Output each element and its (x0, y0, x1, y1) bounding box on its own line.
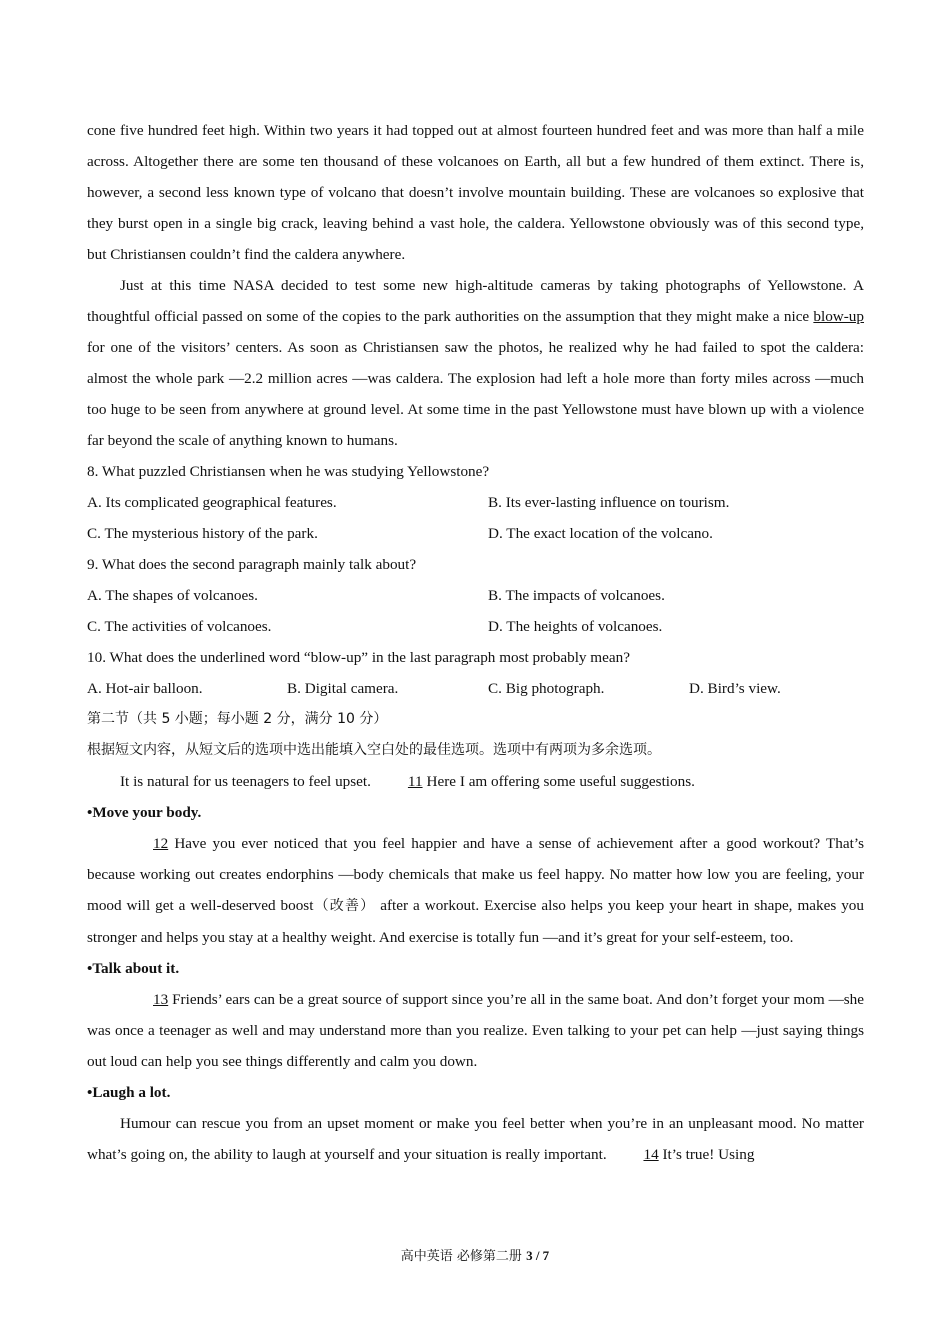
question-9-option-a: A. The shapes of volcanoes. (87, 587, 258, 604)
chinese-gloss: （改善） (313, 898, 376, 914)
passage-paragraph-1-text: cone five hundred feet high. Within two years it had topped out at almost fourteen hundred feet and was more than half a mile across. Altogether there are some ten thousand of these volcanoes on Earth, all but a few hundred of them extinct. There is, however, a second less known type of volcano that doesn’t involve mountain building. These are volcanoes so explosive that they burst open in a single big crack, leaving behind a vast hole, the caldera. Yellowstone obviously was of this second type, but Christiansen couldn’t find the caldera anywhere. (87, 122, 864, 263)
blank-13[interactable]: 13 (153, 991, 169, 1008)
passage-paragraph-2-text-b: for one of the visitors’ centers. As soon as Christiansen saw the photos, he realized why he had failed to spot the caldera: almost the whole park —2.2 million acres —was caldera. The explosion had left a hole more than forty miles across —much too huge to be seen from anywhere at ground level. At some time in the past Yellowstone must have blown up with a violence far beyond the scale of anything known to humans. (87, 339, 864, 449)
page-number: 3 / 7 (526, 1248, 550, 1263)
paragraph-12-text-b: after a workout. Exercise also helps you keep your heart in shape, makes you stronger and helps you stay at a healthy weight. And exercise is totally fun —and it’s great for your self-esteem, too. (87, 897, 864, 946)
paragraph-13-text: Friends’ ears can be a great source of support since you’re all in the same boat. And don’t forget your mom —she was once a teenager as well and may understand more than you realize. Even talking to your pet can help —just saying things out loud can help you see things differently and calm you down. (87, 991, 864, 1070)
underlined-word-blow-up: blow-up (813, 308, 864, 325)
paragraph-14-text-b: It’s true! Using (658, 1146, 755, 1163)
passage-paragraph-2-text-a: Just at this time NASA decided to test some new high-altitude cameras by taking photographs of Yellowstone. A thoughtful official passed on some of the copies to the park authorities on the assumption that they might make a nice (87, 277, 864, 325)
passage-paragraph-1 (87, 115, 864, 270)
blank-12[interactable]: 12 (153, 835, 169, 852)
question-10-stem: 10. What does the underlined word “blow-up” in the last paragraph most probably mean? (87, 649, 630, 666)
heading-talk-about-it: •Talk about it. (87, 960, 180, 977)
question-8-option-c: C. The mysterious history of the park. (87, 525, 318, 542)
page-footer (0, 1247, 950, 1266)
blank-11[interactable]: 11 (407, 773, 423, 790)
passage-paragraph-2 (87, 270, 864, 456)
paragraph-talk-about-it (87, 984, 864, 1077)
question-8-option-a: A. Its complicated geographical features. (87, 494, 337, 511)
intro-text-b: Here I am offering some useful suggestions. (422, 773, 695, 790)
heading-move-your-body: •Move your body. (87, 804, 202, 821)
section-2-instruction: 根据短文内容，从短文后的选项中选出能填入空白处的最佳选项。选项中有两项为多余选项。 (87, 742, 661, 758)
paragraph-laugh-a-lot (87, 1108, 864, 1170)
question-8-option-d: D. The exact location of the volcano. (488, 525, 713, 542)
paragraph-14-text-a: Humour can rescue you from an upset moment or make you feel better when you’re in an unpleasant mood. No matter what’s going on, the ability to laugh at yourself and your situation is really important. (87, 1115, 864, 1163)
section-2-intro (87, 766, 864, 797)
question-8-options-row-2 (87, 518, 864, 549)
question-9-options-row-1 (87, 580, 864, 611)
paragraph-12-text-a: Have you ever noticed that you feel happier and have a sense of achievement after a good workout? That’s because working out creates endorphins —body chemicals that make us feel happy. No matter how low you are feeling, your mood will get a well-deserved boost (87, 835, 864, 914)
question-9-stem: 9. What does the second paragraph mainly talk about? (87, 556, 417, 573)
question-8-stem: 8. What puzzled Christiansen when he was studying Yellowstone? (87, 463, 490, 480)
question-10-option-c: C. Big photograph. (488, 680, 605, 697)
heading-laugh-a-lot: •Laugh a lot. (87, 1084, 171, 1101)
question-8-option-b: B. Its ever-lasting influence on tourism. (488, 494, 730, 511)
blank-14[interactable]: 14 (643, 1146, 659, 1163)
question-10-option-a: A. Hot-air balloon. (87, 680, 203, 697)
question-8-options-row-1 (87, 487, 864, 518)
footer-label: 高中英语 必修第二册 (400, 1249, 527, 1264)
question-9-option-d: D. The heights of volcanoes. (488, 618, 663, 635)
question-10-option-d: D. Bird’s view. (689, 680, 781, 697)
section-2-title: 第二节（共 5 小题；每小题 2 分，满分 10 分） (87, 711, 388, 727)
question-9-option-c: C. The activities of volcanoes. (87, 618, 272, 635)
question-9-options-row-2 (87, 611, 864, 642)
intro-text-a: It is natural for us teenagers to feel upset. (120, 773, 375, 790)
question-10-option-b: B. Digital camera. (287, 680, 399, 697)
paragraph-move-your-body (87, 828, 864, 953)
question-10-options-row (87, 673, 864, 704)
question-9-option-b: B. The impacts of volcanoes. (488, 587, 665, 604)
page-content (87, 115, 864, 1170)
